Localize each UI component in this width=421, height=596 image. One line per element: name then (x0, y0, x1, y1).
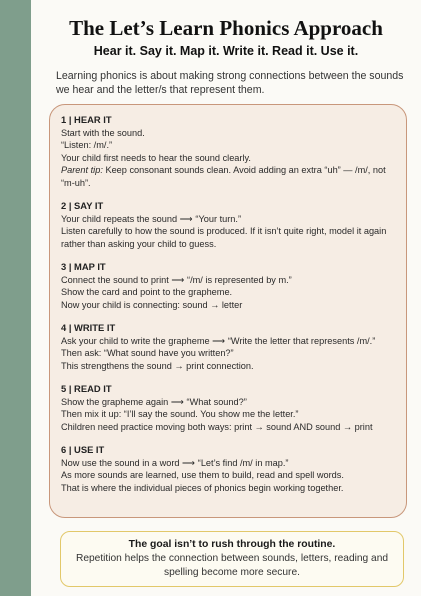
step-line: Show the grapheme again ⟶ “What sound?” (61, 396, 247, 407)
step-line: Children need practice moving both ways: print → sound AND sound → print (61, 421, 373, 432)
step-line: Then mix it up: “I’ll say the sound. You show me the letter.” (61, 409, 299, 419)
step-line: Your child first needs to hear the sound clearly. (61, 152, 251, 163)
step-line: Your child repeats the sound ⟶ “Your turn.” (61, 213, 242, 224)
parent-tip-text: Keep consonant sounds clean. Avoid adding an extra “uh” — /m/, not “m-uh”. (61, 165, 389, 188)
step-map (61, 261, 396, 311)
step-heading: 4 | WRITE IT (61, 322, 116, 333)
step-line: Now use the sound in a word ⟶ “Let’s find /m/ in map.” (61, 457, 289, 468)
footer-body: Repetition helps the connection between sounds, letters, reading and spelling become more secure. (75, 553, 389, 578)
step-say (61, 200, 396, 250)
step-line: This strengthens the sound → print connection. (61, 360, 254, 371)
step-heading: 1 | HEAR IT (61, 114, 112, 125)
page-title: The Let’s Learn Phonics Approach (69, 16, 383, 40)
step-line: Ask your child to write the grapheme ⟶ “Write the letter that represents /m/.” (61, 335, 376, 346)
parent-tip-label: Parent tip: (61, 165, 103, 175)
step-line: “Listen: /m/.” (61, 140, 113, 150)
step-hear (61, 114, 396, 189)
footer-callout (60, 531, 404, 587)
step-line: Show the card and point to the grapheme. (61, 287, 233, 297)
step-heading: 2 | SAY IT (61, 200, 104, 211)
footer-heading: The goal isn’t to rush through the routine. (128, 539, 336, 550)
step-line: That is where the individual pieces of phonics begin working together. (61, 482, 344, 493)
step-use (61, 444, 396, 494)
step-line: Now your child is connecting: sound → letter (61, 299, 243, 310)
step-write (61, 322, 396, 372)
step-heading: 6 | USE IT (61, 444, 105, 455)
parent-tip (61, 164, 396, 189)
step-read (61, 383, 396, 433)
side-accent-bar (0, 0, 31, 596)
step-heading: 3 | MAP IT (61, 261, 106, 272)
step-line: As more sounds are learned, use them to build, read and spell words. (61, 470, 344, 480)
step-line: Start with the sound. (61, 127, 145, 138)
steps-card (49, 104, 407, 518)
step-line: Then ask: “What sound have you written?” (61, 348, 234, 358)
step-heading: 5 | READ IT (61, 383, 112, 394)
page-subtitle: Hear it. Say it. Map it. Write it. Read it. Use it. (93, 44, 359, 58)
intro-paragraph: Learning phonics is about making strong connections between the sounds we hear and the letter/s that represent them. (56, 70, 404, 96)
step-line: Connect the sound to print ⟶ “/m/ is represented by m.” (61, 274, 292, 285)
step-line: Listen carefully to how the sound is produced. If it isn’t quite right, model it again rather than asking your child to guess. (61, 226, 389, 249)
